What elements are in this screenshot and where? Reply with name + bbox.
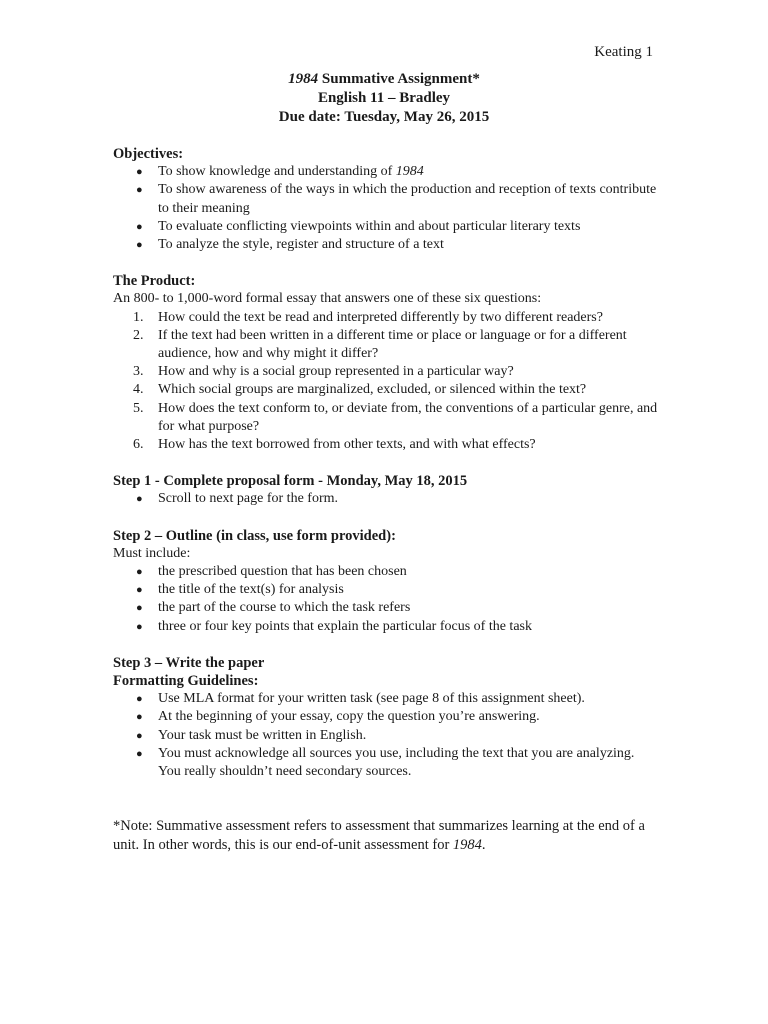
- list-item: ● Use MLA format for your written task (see page 8 of this assignment sheet).: [113, 690, 658, 708]
- bullet-icon: ●: [136, 166, 143, 179]
- product-intro: An 800- to 1,000-word formal essay that answers one of these six questions:: [113, 291, 542, 307]
- product-heading: The Product:: [113, 273, 196, 290]
- step2-intro: Must include:: [113, 545, 191, 561]
- bullet-icon: ●: [136, 493, 143, 506]
- bullet-icon: ●: [136, 220, 143, 233]
- bullet-icon: ●: [136, 729, 143, 742]
- list-item: ● the part of the course to which the task refers: [113, 599, 658, 617]
- list-item: 2. If the text had been written in a different time or place or language or for a different audience, how and why might it differ?: [133, 327, 627, 362]
- bullet-icon: ●: [136, 711, 143, 724]
- list-item: 1. How could the text be read and interpreted differently by two different readers?: [133, 309, 603, 325]
- bullet-icon: ●: [136, 566, 143, 579]
- formatting-guidelines-heading: Formatting Guidelines:: [113, 673, 259, 690]
- list-item: ● Your task must be written in English.: [113, 727, 658, 745]
- step2-list: [113, 563, 658, 636]
- list-item: 6. How has the text borrowed from other texts, and with what effects?: [133, 437, 536, 453]
- objectives-heading: Objectives:: [113, 146, 184, 162]
- list-item: ● To show awareness of the ways in which the production and reception of texts contribute to their meaning: [136, 182, 657, 216]
- list-item: 5. How does the text conform to, or deviate from, the conventions of a particular genre, and for what purpose?: [133, 400, 658, 434]
- bullet-icon: ●: [136, 693, 143, 706]
- step2-heading: Step 2 – Outline (in class, use form provided):: [113, 527, 396, 544]
- bullet-icon: ●: [136, 747, 143, 760]
- document-body: [113, 145, 658, 855]
- title-assignment: Summative Assignment*: [318, 71, 480, 87]
- title-line-1: [0, 70, 768, 89]
- list-item: ● the prescribed question that has been chosen: [113, 563, 658, 581]
- footnote: *Note: Summative assessment refers to assessment that summarizes learning at the end of a unit. In other words, this is our end-of-unit assessment for 1984.: [113, 818, 645, 854]
- step3-list: [113, 690, 658, 781]
- title-due-date: Due date: Tuesday, May 26, 2015: [278, 109, 490, 125]
- list-item: ● To analyze the style, register and structure of a text: [113, 236, 658, 254]
- list-item: ● To evaluate conflicting viewpoints within and about particular literary texts: [113, 218, 658, 236]
- bullet-icon: ●: [136, 584, 143, 597]
- step1-list: [113, 490, 658, 508]
- objectives-list: [113, 163, 658, 254]
- list-item: ● You must acknowledge all sources you use, including the text that you are analyzing. You really shouldn’t need secondary sources.: [136, 745, 635, 780]
- list-item: ● the title of the text(s) for analysis: [113, 581, 658, 599]
- list-item: ● three or four key points that explain the particular focus of the task: [113, 618, 658, 636]
- questions-list: [113, 309, 658, 455]
- list-item: 4. Which social groups are marginalized, excluded, or silenced within the text?: [133, 382, 587, 398]
- list-item: ● To show knowledge and understanding of 1984: [113, 163, 658, 181]
- title-block: [0, 70, 768, 127]
- bullet-icon: ●: [136, 602, 143, 615]
- title-course: English 11 – Bradley: [317, 90, 451, 106]
- list-item: ● Scroll to next page for the form.: [113, 490, 658, 508]
- bullet-icon: ●: [136, 620, 143, 633]
- bullet-icon: ●: [136, 239, 143, 252]
- bullet-icon: ●: [136, 184, 143, 197]
- step1-heading: Step 1 - Complete proposal form - Monday, May 18, 2015: [113, 473, 468, 490]
- step3-heading: Step 3 – Write the paper: [113, 654, 265, 671]
- page-header-label: Keating 1: [594, 44, 653, 60]
- title-book-name: 1984: [288, 71, 319, 87]
- list-item: 3. How and why is a social group represented in a particular way?: [133, 364, 514, 380]
- list-item: ● At the beginning of your essay, copy the question you’re answering.: [113, 708, 658, 726]
